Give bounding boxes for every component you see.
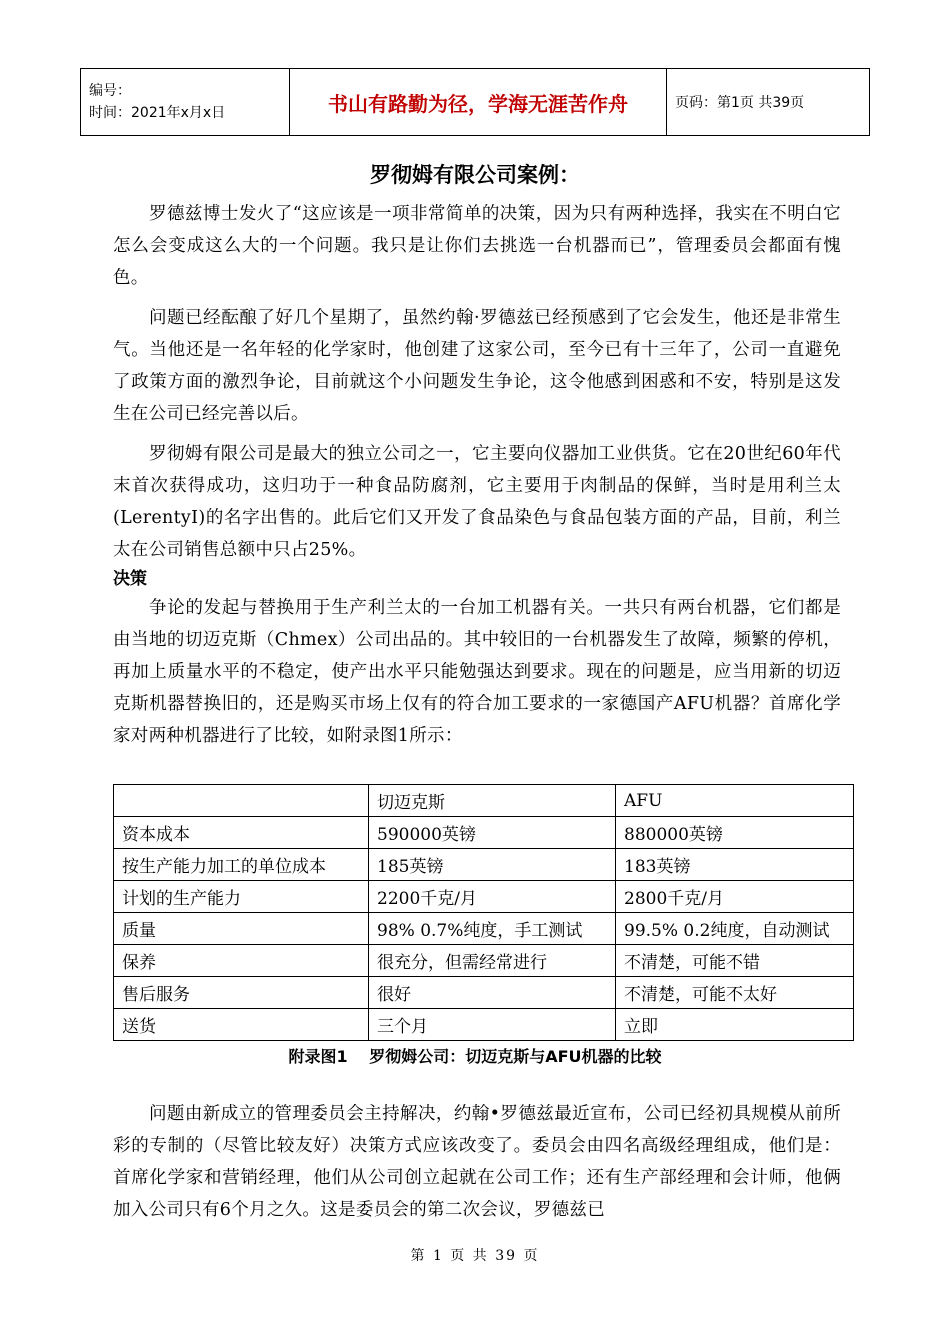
table-cell: 183英镑 <box>616 849 854 881</box>
comparison-table <box>113 784 854 1041</box>
paragraph-3: 罗彻姆有限公司是最大的独立公司之一，它主要向仪器加工业供货。它在20世纪60年代末首次获得成功，这归功于一种食品防腐剂，它主要用于肉制品的保鲜，当时是用利兰太(LerentyI)的名字出售的。此后它们又开发了食品染色与食品包装方面的产品，目前，利兰太在公司销售总额中只占25%。 <box>113 444 841 560</box>
paragraph-2: 问题已经酝酿了好几个星期了，虽然约翰·罗德兹已经预感到了它会发生，他还是非常生气。当他还是一名年轻的化学家时，他创建了这家公司，至今已有十三年了，公司一直避免了政策方面的激烈争论，目前就这个小问题发生争论，这令他感到困惑和不安，特别是这发生在公司已经完善以后。 <box>113 308 841 424</box>
table-row <box>114 913 854 945</box>
table-row <box>114 817 854 849</box>
table-cell: 98% 0.7%纯度，手工测试 <box>369 913 616 945</box>
table-cell: 三个月 <box>369 1009 616 1041</box>
header-page-label: 页码：第1页 共39页 <box>667 69 870 136</box>
closing-paragraph: 问题由新成立的管理委员会主持解决，约翰•罗德兹最近宣布，公司已经初具规模从前所彩的专制的（尽管比较友好）决策方式应该改变了。委员会由四名高级经理组成，他们是：首席化学家和营销经理，他们从公司创立起就在公司工作；还有生产部经理和会计师，他俩加入公司只有6个月之久。这是委员会的第二次会议，罗德兹已 <box>113 1104 841 1220</box>
table-header-cell: 切迈克斯 <box>369 785 616 817</box>
table-cell: 不清楚，可能不太好 <box>616 977 854 1009</box>
table-caption: 附录图1 罗彻姆公司：切迈克斯与AFU机器的比较 <box>288 1047 662 1066</box>
table-cell: 售后服务 <box>114 977 369 1009</box>
table-cell: 很充分，但需经常进行 <box>369 945 616 977</box>
header-motto: 书山有路勤为径，学海无涯苦作舟 <box>290 69 667 136</box>
table-header-row <box>114 785 854 817</box>
table-row <box>114 1009 854 1041</box>
table-header-cell: AFU <box>616 785 854 817</box>
table-cell: 质量 <box>114 913 369 945</box>
date-label: 时间：2021年x月x日 <box>89 105 226 121</box>
code-label: 编号： <box>89 83 131 99</box>
closing-section <box>113 1098 841 1234</box>
section-heading-decision: 决策 <box>113 569 147 589</box>
table-cell: 计划的生产能力 <box>114 881 369 913</box>
table-cell: 送货 <box>114 1009 369 1041</box>
table-cell: 2200千克/月 <box>369 881 616 913</box>
table-cell: 2800千克/月 <box>616 881 854 913</box>
table-row <box>114 849 854 881</box>
table-cell: 按生产能力加工的单位成本 <box>114 849 369 881</box>
table-cell: 很好 <box>369 977 616 1009</box>
decision-section <box>113 592 841 760</box>
table-row <box>114 881 854 913</box>
table-cell: 资本成本 <box>114 817 369 849</box>
table-cell: 保养 <box>114 945 369 977</box>
document-header <box>80 68 870 136</box>
table-header-cell <box>114 785 369 817</box>
decision-paragraph: 争论的发起与替换用于生产利兰太的一台加工机器有关。一共只有两台机器，它们都是由当地的切迈克斯（Chmex）公司出品的。其中较旧的一台机器发生了故障，频繁的停机，再加上质量水平的不稳定，使产出水平只能勉强达到要求。现在的问题是，应当用新的切迈克斯机器替换旧的，还是购买市场上仅有的符合加工要求的一家德国产AFU机器？首席化学家对两种机器进行了比较，如附录图1所示： <box>113 598 841 746</box>
document-title: 罗彻姆有限公司案例： <box>370 163 580 187</box>
header-meta <box>81 69 290 136</box>
table-cell: 590000英镑 <box>369 817 616 849</box>
table-cell: 880000英镑 <box>616 817 854 849</box>
table-cell: 立即 <box>616 1009 854 1041</box>
table-cell: 99.5% 0.2纯度，自动测试 <box>616 913 854 945</box>
intro-section <box>113 198 841 574</box>
table-row <box>114 945 854 977</box>
page-footer: 第 1 页 共 39 页 <box>410 1248 540 1264</box>
paragraph-1: 罗德兹博士发火了“这应该是一项非常简单的决策，因为只有两种选择，我实在不明白它怎么会变成这么大的一个问题。我只是让你们去挑选一台机器而已”，管理委员会都面有愧色。 <box>113 204 841 288</box>
table-cell: 185英镑 <box>369 849 616 881</box>
table-row <box>114 977 854 1009</box>
table-cell: 不清楚，可能不错 <box>616 945 854 977</box>
